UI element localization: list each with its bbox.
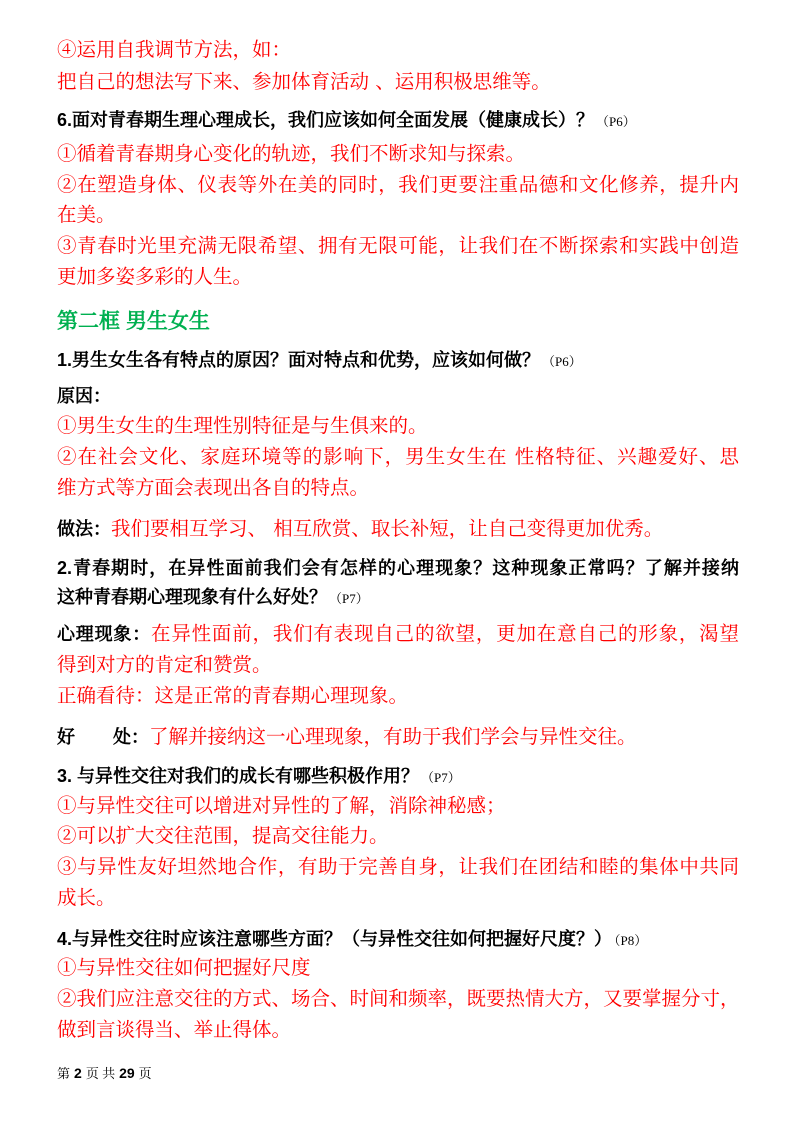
phenomenon-label: 心理现象：: [57, 624, 152, 644]
question-6-answer-3-line-1: ③青春时光里充满无限希望、拥有无限可能，让我们在不断探索和实践中创造: [57, 234, 739, 257]
question-4: [57, 924, 739, 954]
question-3: [57, 761, 739, 791]
correct-view: 正确看待：这是正常的青春期心理现象。: [57, 684, 409, 707]
question-6-page-ref: （P6）: [596, 114, 636, 129]
question-3-answer-3-line-2: 成长。: [57, 886, 116, 909]
question-6-text: 6.面对青春期生理心理成长，我们应该如何全面发展（健康成长）？: [57, 110, 595, 130]
question-4-answer-2-line-1: ②我们应注意交往的方式、场合、时间和频率，既要热情大方，又要掌握分寸，: [57, 987, 740, 1010]
footer-of-word: 页 共: [85, 1066, 116, 1081]
question-2-line-2-text: 这种青春期心理现象有什么好处？: [57, 587, 327, 607]
reason-1: ①男生女生的生理性别特征是与生俱来的。: [57, 414, 428, 437]
phenomenon-line-2: 得到对方的肯定和赞赏。: [57, 653, 272, 676]
question-6-answer-2-line-1: ②在塑造身体、仪表等外在美的同时，我们更要注重品德和文化修养，提升内: [57, 173, 739, 196]
question-1-text: 1.男生女生各有特点的原因？面对特点和优势，应该如何做？: [57, 350, 541, 370]
footer-total-pages: 29: [119, 1065, 135, 1081]
benefit-label-first: 好: [57, 727, 75, 747]
question-1: [57, 345, 739, 375]
method-label: 做法：: [57, 519, 111, 539]
question-3-page-ref: （P7）: [421, 770, 461, 785]
reason-label: 原因：: [57, 386, 111, 406]
question-6-answer-3-line-2: 更加多姿多彩的人生。: [57, 265, 253, 288]
question-2-line-1: 2.青春期时，在异性面前我们会有怎样的心理现象？这种现象正常吗？了解并接纳: [57, 558, 739, 578]
benefit-label-rest: 处：: [113, 727, 149, 747]
method-text: 我们要相互学习、 相互欣赏、取长补短，让自己变得更加优秀。: [111, 517, 664, 540]
phenomenon-line-1: 在异性面前，我们有表现自己的欲望，更加在意自己的形象，渴望: [151, 622, 739, 645]
page-footer: [57, 1063, 156, 1083]
method-row: [57, 514, 739, 544]
phenomenon-row: [57, 619, 739, 649]
question-1-page-ref: （P6）: [542, 354, 582, 369]
question-6-answer-2-line-2: 在美。: [57, 203, 116, 226]
question-4-text: 4.与异性交往时应该注意哪些方面？（与异性交往如何把握好尺度？）: [57, 929, 613, 949]
footer-end-word: 页: [138, 1066, 152, 1081]
benefit-text: 了解并接纳这一心理现象，有助于我们学会与异性交往。: [149, 725, 637, 748]
question-4-page-ref: （P8）: [614, 933, 648, 948]
reason-2-line-2: 维方式等方面会表现出各自的特点。: [57, 476, 370, 499]
method4-title: ④运用自我调节方法，如：: [57, 38, 292, 61]
section-heading: 第二框 男生女生: [57, 310, 210, 333]
question-3-text: 3. 与异性交往对我们的成长有哪些积极作用？: [57, 766, 420, 786]
question-4-answer-2-line-2: 做到言谈得当、举止得体。: [57, 1018, 292, 1041]
method4-detail: 把自己的想法写下来、参加体育活动 、运用积极思维等。: [57, 70, 551, 93]
question-2-line-2: [57, 582, 739, 612]
question-4-answer-1: ①与异性交往如何把握好尺度: [57, 956, 311, 979]
footer-page-word: 第: [57, 1066, 71, 1081]
question-6: [57, 105, 739, 135]
reason-2-line-1: ②在社会文化、家庭环境等的影响下，男生女生在 性格特征、兴趣爱好、思: [57, 445, 739, 468]
question-3-answer-2: ②可以扩大交往范围，提高交往能力。: [57, 824, 389, 847]
question-3-answer-1: ①与异性交往可以增进对异性的了解，消除神秘感；: [57, 794, 506, 817]
question-2-page-ref: （P7）: [329, 591, 369, 606]
footer-page-number: 2: [74, 1065, 82, 1081]
question-6-answer-1: ①循着青春期身心变化的轨迹，我们不断求知与探索。: [57, 142, 526, 165]
benefit-row: [57, 722, 739, 752]
question-3-answer-3-line-1: ③与异性友好坦然地合作，有助于完善自身，让我们在团结和睦的集体中共同: [57, 855, 739, 878]
